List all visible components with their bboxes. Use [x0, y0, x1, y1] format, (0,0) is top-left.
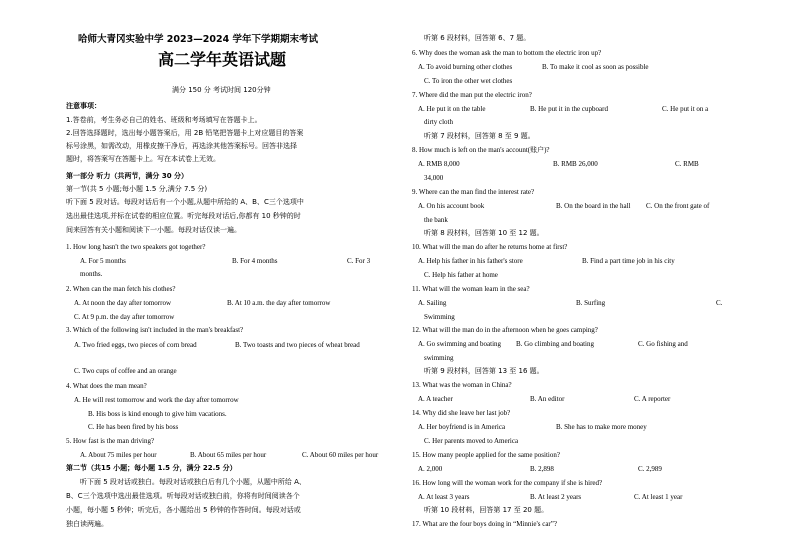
section2-instruction: B、C三个选项中选出最佳选项。听每段对话或独白前，你将有时间阅读各个: [66, 492, 300, 500]
option-b: B. To make it cool as soon as possible: [542, 63, 649, 71]
section2-instruction: 小题，每小题 5 秒钟；听完后，各小题给出 5 秒钟的作答时间。每段对话或: [66, 506, 301, 514]
question-stem: 6. Why does the woman ask the man to bottom the electric iron up?: [412, 49, 602, 57]
option-a: A. He put it on the table: [418, 105, 486, 113]
question-stem: 5. How fast is the man driving?: [66, 437, 155, 445]
option-c-continued: the bank: [424, 216, 448, 224]
option-c: C.: [716, 299, 723, 307]
section1-instruction: 选出最佳选项,并标在试卷的相应位置。听完每段对话后,你都有 10 秒钟的时: [66, 212, 301, 220]
option-b: B. He put it in the cupboard: [530, 105, 608, 113]
notes-line: 2.回答选择题时，选出每小题答案后，用 2B 铅笔把答题卡上对应题目的答案: [66, 129, 304, 137]
material-intro: 听第 7 段材料，回答第 8 至 9 题。: [424, 132, 535, 140]
option-b: B. About 65 miles per hour: [190, 451, 267, 459]
option-c: C. He has been fired by his boss: [88, 423, 179, 431]
question-stem: 3. Which of the following isn't included in the man's breakfast?: [66, 326, 244, 334]
question-stem: 2. When can the man fetch his clothes?: [66, 285, 176, 293]
question-stem: 1. How long hasn't the two speakers got together?: [66, 243, 206, 251]
option-a: A. On his account book: [418, 202, 485, 210]
option-c: C. RMB: [675, 160, 699, 168]
section2-heading: 第二节（共15 小题；每小题 1.5 分，满分 22.5 分）: [66, 464, 237, 472]
option-b: B. 2,898: [530, 465, 554, 473]
option-b: B. RMB 26,000: [553, 160, 598, 168]
notes-line: 题时，将答案写在答题卡上。写在本试卷上无效。: [66, 155, 220, 163]
option-c: C. Her parents moved to America: [424, 437, 519, 445]
option-c: C. Help his father at home: [424, 271, 498, 279]
section1-heading: 第一节(共 5 小题;每小题 1.5 分,满分 7.5 分): [66, 185, 208, 193]
option-a: A. Sailing: [418, 299, 447, 307]
question-stem: 8. How much is left on the man's account(账户)?: [412, 146, 550, 154]
option-a: A. A teacher: [418, 395, 453, 403]
option-a: A. About 75 miles per hour: [80, 451, 157, 459]
option-a: A. 2,000: [418, 465, 443, 473]
option-a: A. At noon the day after tomorrow: [74, 299, 172, 307]
question-stem: 13. What was the woman in China?: [412, 381, 512, 389]
option-b: B. She has to make more money: [556, 423, 647, 431]
section2-instruction: 听下面 5 段对话或独白。每段对话或独白后有几个小题，从题中所给 A、: [80, 478, 306, 486]
section2-instruction: 独白读两遍。: [66, 520, 108, 528]
school-title: 哈师大青冈实验中学 2023—2024 学年下学期期末考试: [78, 34, 318, 45]
material-intro: 听第 8 段材料，回答第 10 至 12 题。: [424, 229, 544, 237]
option-b: B. On the board in the hall: [556, 202, 631, 210]
notes-heading: 注意事项：: [66, 102, 101, 110]
notes-line: 1.答卷前，考生务必自己的姓名、班级和考场填写在答题卡上。: [66, 116, 262, 124]
option-c: C. He put it on a: [662, 105, 709, 113]
question-stem: 12. What will the man do in the afternoon when he goes camping?: [412, 326, 598, 334]
section1-instruction: 间来回答有关小题和阅读下一小题。每段对话仅读一遍。: [66, 226, 241, 234]
option-a: A. To avoid burning other clothes: [418, 63, 513, 71]
option-c: C. On the front gate of: [646, 202, 710, 210]
option-b: B. At least 2 years: [530, 493, 582, 501]
option-c-continued: swimming: [424, 354, 454, 362]
option-c: C. At 9 p.m. the day after tomorrow: [74, 313, 175, 321]
option-c: C. 2,989: [638, 465, 662, 473]
notes-line: 标号涂黑，如需改动，用橡皮擦干净后，再选涂其他答案标号。回答非选择: [66, 142, 297, 150]
option-b: B. At 10 a.m. the day after tomorrow: [227, 299, 331, 307]
part1-heading: 第一部分 听力（共两节，满分 30 分）: [66, 172, 189, 180]
option-c-continued: months.: [80, 270, 103, 278]
section1-instruction: 听下面 5 段对话。每段对话后有一个小题,从题中所给的 A、B、C三个选项中: [66, 198, 304, 206]
question-stem: 16. How long will the woman work for the company if she is hired?: [412, 479, 603, 487]
option-c: C. To iron the other wet clothes: [424, 77, 513, 85]
question-stem: 4. What does the man mean?: [66, 382, 147, 390]
material-intro: 听第 9 段材料，回答第 13 至 16 题。: [424, 367, 544, 375]
option-b: B. Surfing: [576, 299, 606, 307]
option-c: C. Two cups of coffee and an orange: [74, 367, 177, 375]
option-c: C. Go fishing and: [638, 340, 688, 348]
question-stem: 10. What will the man do after he returns home at first?: [412, 243, 568, 251]
option-a: A. Her boyfriend is in America: [418, 423, 506, 431]
option-c-continued: Swimming: [424, 313, 455, 321]
option-b: B. His boss is kind enough to give him vacations.: [88, 410, 227, 418]
option-c-continued: dirty cloth: [424, 118, 453, 126]
question-stem: 9. Where can the man find the interest rate?: [412, 188, 535, 196]
material-intro: 听第 6 段材料，回答第 6、7 题。: [424, 34, 531, 42]
option-b: B. For 4 months: [232, 257, 278, 265]
question-stem: 17. What are the four boys doing in “Minnie's car”?: [412, 520, 557, 528]
option-b: B. An editor: [530, 395, 565, 403]
option-a: A. Go swimming and boating: [418, 340, 502, 348]
question-stem: 7. Where did the man put the electric iron?: [412, 91, 532, 99]
option-c-continued: 34,000: [424, 174, 444, 182]
material-intro: 听第 10 段材料，回答第 17 至 20 题。: [424, 506, 549, 514]
option-a: A. At least 3 years: [418, 493, 470, 501]
option-a: A. For 5 months: [80, 257, 126, 265]
option-c: C. For 3: [347, 257, 371, 265]
option-c: C. At least 1 year: [634, 493, 683, 501]
option-a: A. RMB 8,000: [418, 160, 460, 168]
option-a: A. He will rest tomorrow and work the day after tomorrow: [74, 396, 239, 404]
option-c: C. About 60 miles per hour: [302, 451, 379, 459]
exam-meta: 满分 150 分 考试时间 120分钟: [172, 86, 271, 94]
option-a: A. Two fried eggs, two pieces of corn bread: [74, 341, 197, 349]
option-c: C. A reporter: [634, 395, 671, 403]
option-b: B. Go climbing and boating: [516, 340, 594, 348]
option-b: B. Two toasts and two pieces of wheat bread: [235, 341, 360, 349]
question-stem: 11. What will the woman learn in the sea?: [412, 285, 530, 293]
exam-title: 高二学年英语试题: [158, 50, 287, 69]
question-stem: 14. Why did she leave her last job?: [412, 409, 511, 417]
option-b: B. Find a part time job in his city: [582, 257, 675, 265]
question-stem: 15. How many people applied for the same position?: [412, 451, 560, 459]
option-a: A. Help his father in his father's store: [418, 257, 523, 265]
